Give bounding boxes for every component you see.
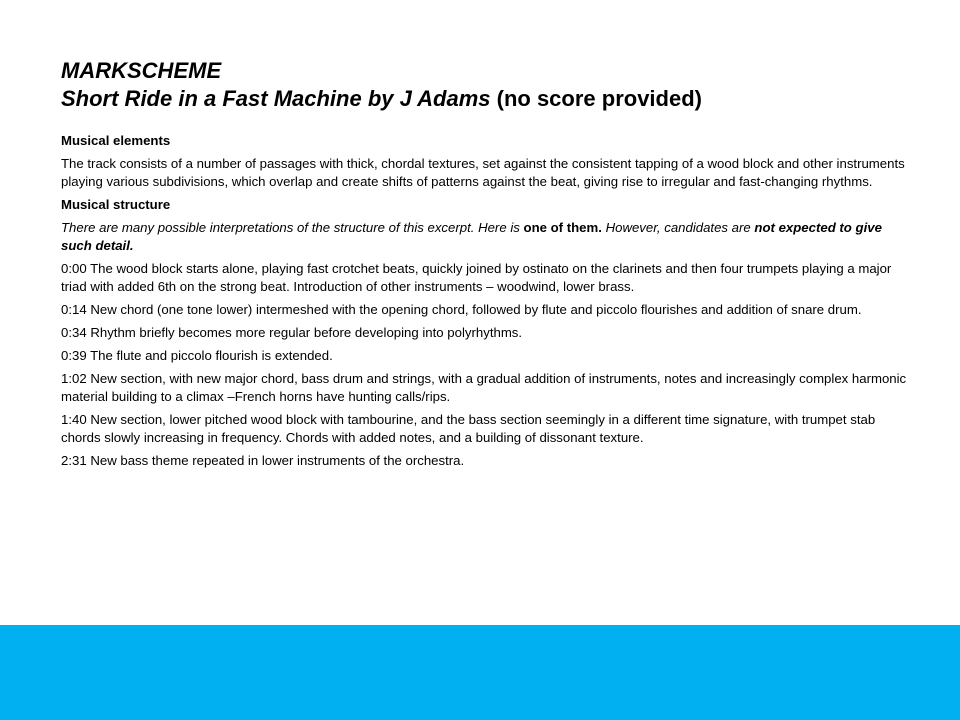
structure-intro-part-3: However, candidates are bbox=[601, 220, 755, 235]
footer-band bbox=[0, 625, 960, 720]
timeline-item: 0:34 Rhythm briefly becomes more regular before developing into polyrhythms. bbox=[61, 325, 523, 340]
markscheme-body bbox=[61, 132, 911, 475]
timeline-item: 0:39 The flute and piccolo flourish is extended. bbox=[61, 348, 333, 363]
timeline-item: 1:02 New section, with new major chord, bass drum and strings, with a gradual addition of instruments, notes and increasingly complex harmonic material building to a climax –French horns have hunting calls/rips. bbox=[61, 371, 907, 404]
slide-title bbox=[61, 57, 921, 113]
elements-paragraph: The track consists of a number of passages with thick, chordal textures, set against the consistent tapping of a wood block and other instruments playing various subdivisions, which overlap and create shifts of patterns against the beat, giving rise to irregular and fast-changing rhythms. bbox=[61, 156, 905, 189]
timeline-item: 1:40 New section, lower pitched wood block with tambourine, and the bass section seemingly in a different time signature, with trumpet stab chords slowly increasing in frequency. Chords with added notes, and a building of dissonant texture. bbox=[61, 412, 876, 445]
title-suffix: (no score provided) bbox=[490, 86, 702, 111]
structure-intro-part-2: one of them. bbox=[523, 220, 602, 235]
structure-intro-part-1: There are many possible interpretations of the structure of this excerpt. Here is bbox=[61, 220, 524, 235]
timeline-item: 2:31 New bass theme repeated in lower instruments of the orchestra. bbox=[61, 453, 465, 468]
title-line-2 bbox=[61, 85, 921, 113]
structure-heading: Musical structure bbox=[61, 197, 171, 212]
structure-intro-part-4: not expected to give such detail. bbox=[61, 220, 882, 253]
elements-heading: Musical elements bbox=[61, 133, 171, 148]
title-work-name: Short Ride in a Fast Machine by J Adams bbox=[61, 86, 491, 111]
timeline-item: 0:00 The wood block starts alone, playing fast crotchet beats, quickly joined by ostinato on the clarinets and then four trumpets playing a major triad with added 6th on the strong beat. Introduction of other instruments – woodwind, lower brass. bbox=[61, 261, 892, 294]
title-line-1: MARKSCHEME bbox=[61, 58, 222, 83]
structure-intro bbox=[61, 219, 911, 255]
timeline-item: 0:14 New chord (one tone lower) intermeshed with the opening chord, followed by flute and piccolo flourishes and addition of snare drum. bbox=[61, 302, 862, 317]
